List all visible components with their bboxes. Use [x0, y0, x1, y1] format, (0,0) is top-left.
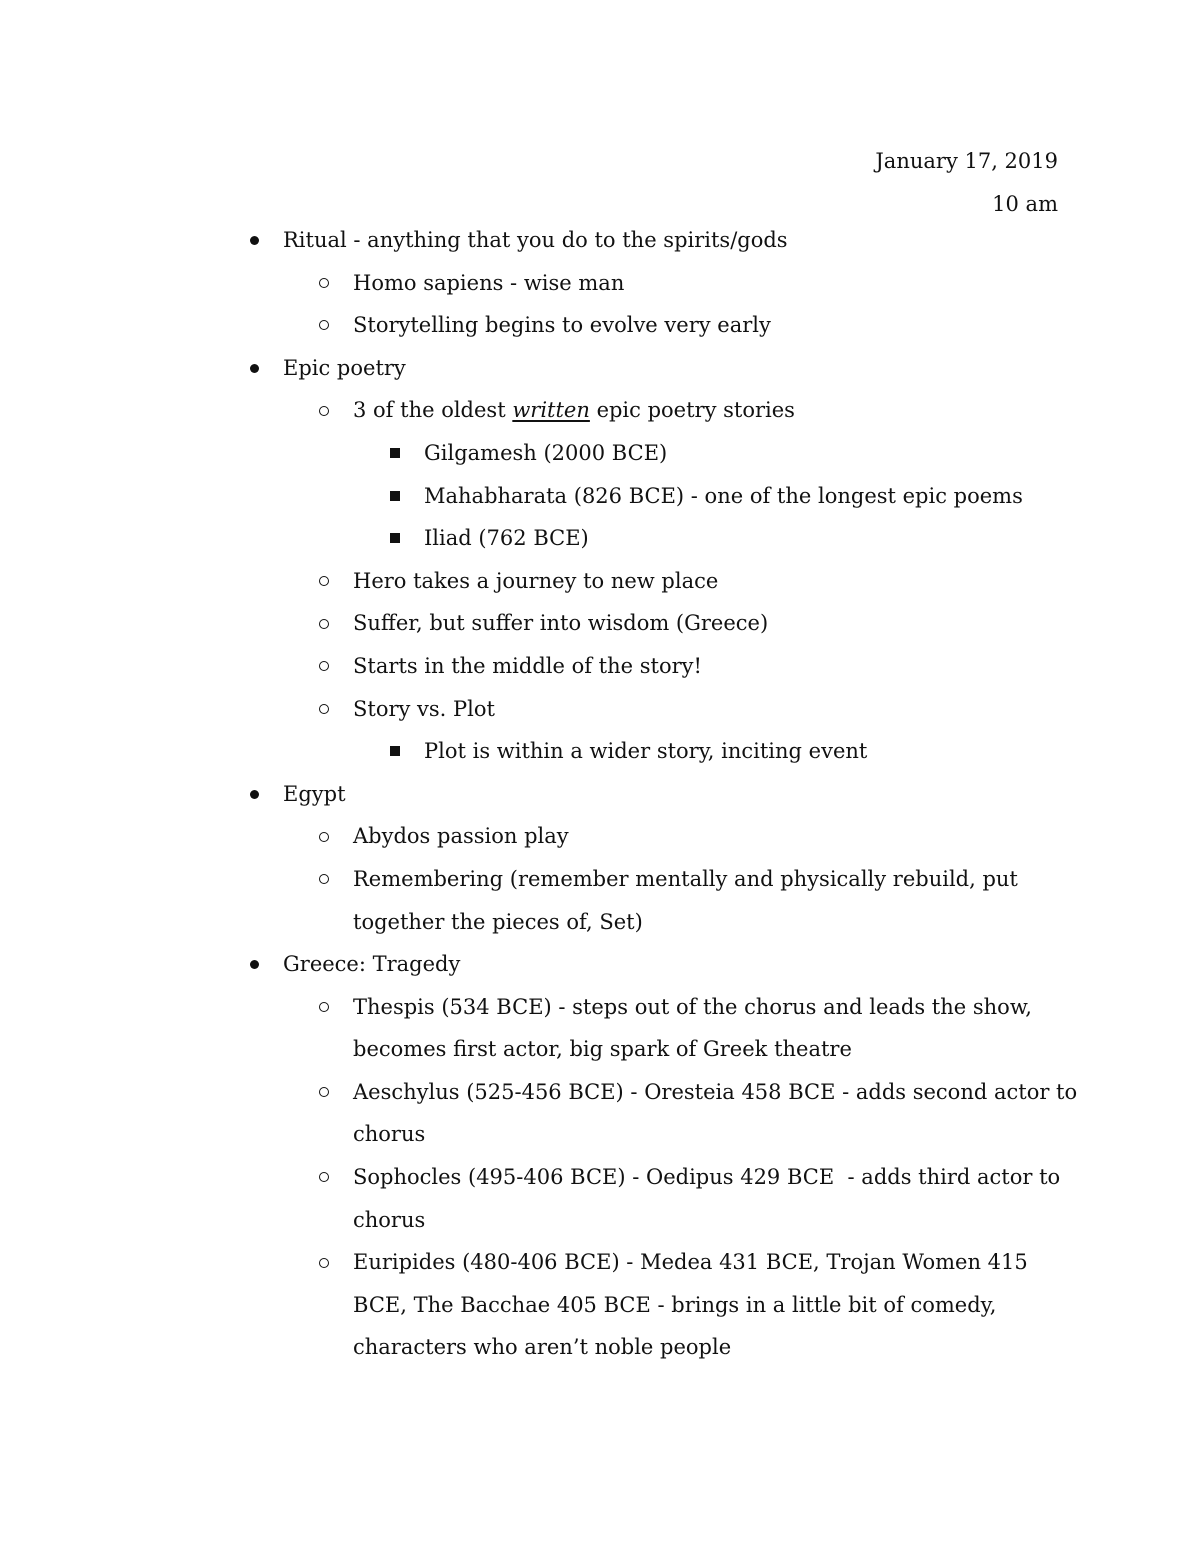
date-text: January 17, 2019 — [875, 149, 1058, 173]
continuation-line: characters who aren’t noble people — [353, 1335, 732, 1360]
sub-bullet: Thespis (534 BCE) - steps out of the chorus and leads the show, — [0, 986, 1200, 1029]
hollow-bullet-icon — [319, 661, 329, 671]
hollow-bullet-icon — [319, 1258, 329, 1268]
continuation-line: together the pieces of, Set) — [353, 909, 643, 934]
hollow-bullet-icon — [319, 1172, 329, 1182]
hollow-bullet-icon — [319, 576, 329, 586]
date-header — [875, 140, 1058, 225]
continuation-line: chorus — [353, 1122, 426, 1147]
square-bullet-icon — [390, 491, 400, 501]
bullet-greece: Greece: Tragedy — [0, 943, 1200, 986]
hollow-bullet-icon — [319, 874, 329, 884]
sub-bullet: Homo sapiens - wise man — [0, 262, 1200, 305]
sub-bullet: Sophocles (495-406 BCE) - Oedipus 429 BCE - adds third actor to — [0, 1156, 1200, 1199]
sub-bullet: Euripides (480-406 BCE) - Medea 431 BCE, Trojan Women 415 — [0, 1241, 1200, 1284]
square-bullet-icon — [390, 533, 400, 543]
sub-sub-bullet: Gilgamesh (2000 BCE) — [0, 432, 1200, 475]
bullet-epic-poetry: Epic poetry — [0, 347, 1200, 390]
hollow-bullet-icon — [319, 619, 329, 629]
square-bullet-icon — [390, 746, 400, 756]
square-bullet-icon — [390, 448, 400, 458]
time-text: 10 am — [992, 191, 1058, 216]
filled-bullet-icon — [250, 790, 259, 799]
notes-outline — [0, 219, 1200, 1369]
sub-bullet: Aeschylus (525-456 BCE) - Oresteia 458 BCE - adds second actor to — [0, 1071, 1200, 1114]
emphasized-word: written — [512, 398, 590, 423]
sub-sub-bullet: Plot is within a wider story, inciting event — [0, 730, 1200, 773]
continuation-line: BCE, The Bacchae 405 BCE - brings in a little bit of comedy, — [353, 1292, 997, 1317]
filled-bullet-icon — [250, 364, 259, 373]
sub-bullet-oldest-stories: 3 of the oldest written epic poetry stories — [0, 389, 1200, 432]
sub-bullet: Starts in the middle of the story! — [0, 645, 1200, 688]
hollow-bullet-icon — [319, 406, 329, 416]
bullet-egypt: Egypt — [0, 773, 1200, 816]
hollow-bullet-icon — [319, 320, 329, 330]
hollow-bullet-icon — [319, 704, 329, 714]
filled-bullet-icon — [250, 960, 259, 969]
sub-sub-bullet: Mahabharata (826 BCE) - one of the longest epic poems — [0, 475, 1200, 518]
bullet-ritual: Ritual - anything that you do to the spirits/gods — [0, 219, 1200, 262]
sub-bullet: Storytelling begins to evolve very early — [0, 304, 1200, 347]
sub-bullet: Abydos passion play — [0, 815, 1200, 858]
sub-bullet: Suffer, but suffer into wisdom (Greece) — [0, 602, 1200, 645]
sub-bullet: Hero takes a journey to new place — [0, 560, 1200, 603]
continuation-line: chorus — [353, 1207, 426, 1232]
sub-bullet: Story vs. Plot — [0, 688, 1200, 731]
hollow-bullet-icon — [319, 278, 329, 288]
hollow-bullet-icon — [319, 1002, 329, 1012]
continuation-line: becomes first actor, big spark of Greek theatre — [353, 1037, 852, 1062]
sub-sub-bullet: Iliad (762 BCE) — [0, 517, 1200, 560]
hollow-bullet-icon — [319, 832, 329, 842]
hollow-bullet-icon — [319, 1087, 329, 1097]
sub-bullet: Remembering (remember mentally and physically rebuild, put — [0, 858, 1200, 901]
filled-bullet-icon — [250, 236, 259, 245]
